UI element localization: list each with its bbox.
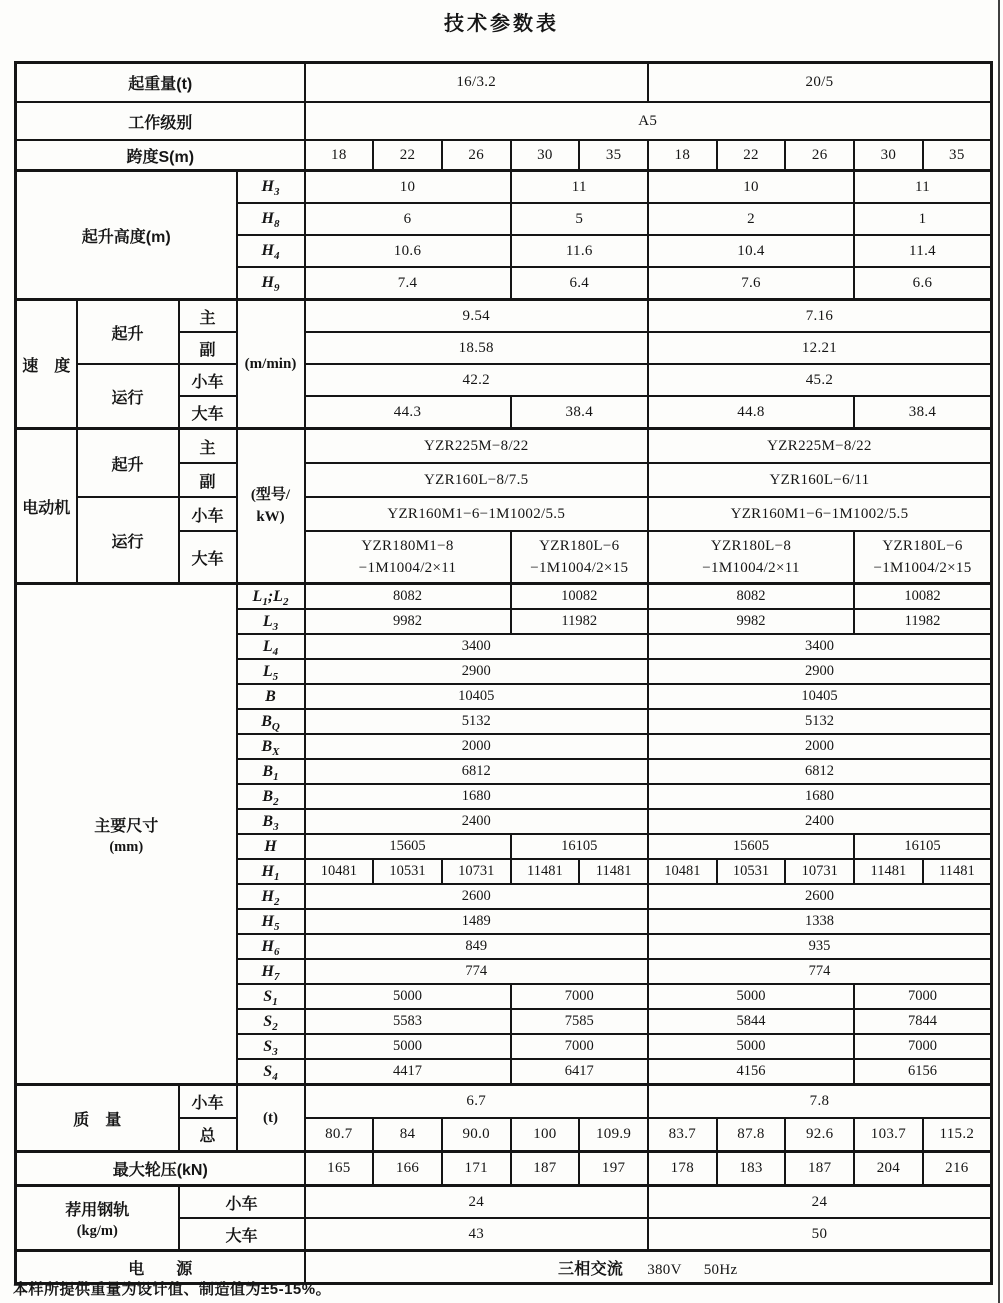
mass-value: 84 bbox=[373, 1118, 442, 1152]
lifting-height-value: 1 bbox=[854, 203, 991, 235]
motor-aux-label: 副 bbox=[179, 463, 237, 497]
wheel-load-value: 171 bbox=[442, 1152, 511, 1186]
dimensions-label bbox=[16, 584, 237, 1085]
power-frequency: 50Hz bbox=[703, 1261, 738, 1278]
mass-trolley-label: 小车 bbox=[179, 1085, 237, 1119]
spec-table bbox=[14, 61, 993, 1285]
power-type: 三相交流 bbox=[558, 1260, 624, 1278]
motor-model-line: YZR180M1−8 bbox=[361, 537, 454, 554]
lifting-height-sub-h3: $H_3$ bbox=[237, 171, 305, 204]
power-voltage: 380V bbox=[647, 1261, 682, 1278]
dim-value: 2000 bbox=[648, 734, 991, 759]
dim-sub-h5: $H_5$ bbox=[237, 909, 305, 934]
lifting-height-value: 7.6 bbox=[648, 267, 854, 300]
dim-value: 11481 bbox=[854, 859, 923, 884]
lifting-capacity-value: 20/5 bbox=[648, 63, 991, 103]
speed-value: 7.16 bbox=[648, 300, 991, 333]
wheel-load-value: 204 bbox=[854, 1152, 923, 1186]
speed-value: 18.58 bbox=[305, 332, 648, 364]
mass-value: 92.6 bbox=[785, 1118, 854, 1152]
dim-value: 7585 bbox=[511, 1009, 648, 1034]
lifting-height-value: 7.4 bbox=[305, 267, 511, 300]
wheel-load-label: 最大轮压(kN) bbox=[16, 1152, 305, 1186]
dim-value: 2600 bbox=[305, 884, 648, 909]
dim-value: 10731 bbox=[442, 859, 511, 884]
speed-value: 38.4 bbox=[511, 396, 648, 429]
dim-sub-l4: $L_4$ bbox=[237, 634, 305, 659]
power-value bbox=[305, 1251, 992, 1284]
span-value: 22 bbox=[717, 140, 786, 171]
dim-value: 4156 bbox=[648, 1059, 854, 1085]
dim-sub-h1: $H_1$ bbox=[237, 859, 305, 884]
dim-sub-s3: $S_3$ bbox=[237, 1034, 305, 1059]
dim-value: 5583 bbox=[305, 1009, 511, 1034]
dim-value: 1489 bbox=[305, 909, 648, 934]
dim-value: 15605 bbox=[305, 834, 511, 859]
lifting-height-sub-h9: $H_9$ bbox=[237, 267, 305, 300]
dim-value: 7000 bbox=[511, 1034, 648, 1059]
rail-unit: (kg/m) bbox=[76, 1222, 118, 1239]
motor-crane-label: 大车 bbox=[179, 531, 237, 584]
rail-value: 24 bbox=[305, 1186, 648, 1219]
dim-sub-s4: $S_4$ bbox=[237, 1059, 305, 1085]
dim-value: 11481 bbox=[511, 859, 580, 884]
motor-hoist-label: 起升 bbox=[77, 429, 179, 498]
dim-sub-l5: $L_5$ bbox=[237, 659, 305, 684]
span-value: 30 bbox=[511, 140, 580, 171]
dim-value: 2600 bbox=[648, 884, 991, 909]
dim-value: 5000 bbox=[648, 984, 854, 1009]
dim-value: 2400 bbox=[648, 809, 991, 834]
dim-value: 1680 bbox=[305, 784, 648, 809]
lifting-height-value: 11 bbox=[511, 171, 648, 204]
lifting-height-value: 5 bbox=[511, 203, 648, 235]
dim-value: 11982 bbox=[854, 609, 991, 634]
motor-unit bbox=[237, 429, 305, 584]
mass-value: 80.7 bbox=[305, 1118, 374, 1152]
motor-main-label: 主 bbox=[179, 429, 237, 464]
motor-model-line: −1M1004/2×11 bbox=[358, 560, 457, 576]
dim-value: 5000 bbox=[305, 984, 511, 1009]
dim-value: 774 bbox=[305, 959, 648, 984]
dim-value: 2400 bbox=[305, 809, 648, 834]
speed-value: 44.3 bbox=[305, 396, 511, 429]
speed-value: 9.54 bbox=[305, 300, 648, 333]
mass-value: 100 bbox=[511, 1118, 580, 1152]
dim-value: 5132 bbox=[305, 709, 648, 734]
wheel-load-value: 178 bbox=[648, 1152, 717, 1186]
scan-edge-line bbox=[998, 0, 1000, 1303]
speed-value: 38.4 bbox=[854, 396, 991, 429]
dim-value: 11982 bbox=[511, 609, 648, 634]
dim-value: 6417 bbox=[511, 1059, 648, 1085]
dim-value: 7000 bbox=[854, 1034, 991, 1059]
span-value: 35 bbox=[579, 140, 648, 171]
span-value: 30 bbox=[854, 140, 923, 171]
dim-value: 2000 bbox=[305, 734, 648, 759]
dim-value: 16105 bbox=[854, 834, 991, 859]
dim-value: 15605 bbox=[648, 834, 854, 859]
dim-value: 2900 bbox=[305, 659, 648, 684]
dim-sub-l1l2: $L_1;L_2$ bbox=[237, 584, 305, 610]
speed-value: 42.2 bbox=[305, 364, 648, 396]
dim-value: 10082 bbox=[854, 584, 991, 610]
rail-label-line: 荐用钢轨 bbox=[65, 1201, 130, 1219]
lifting-height-value: 2 bbox=[648, 203, 854, 235]
lifting-height-value: 11 bbox=[854, 171, 991, 204]
dim-sub-h2: $H_2$ bbox=[237, 884, 305, 909]
span-value: 26 bbox=[785, 140, 854, 171]
dimensions-unit: (mm) bbox=[109, 838, 144, 855]
lifting-height-label: 起升高度(m) bbox=[16, 171, 237, 300]
dim-value: 10481 bbox=[305, 859, 374, 884]
lifting-height-value: 6 bbox=[305, 203, 511, 235]
motor-model: YZR160M1−6−1M1002/5.5 bbox=[648, 497, 991, 531]
span-value: 22 bbox=[373, 140, 442, 171]
dim-sub-b: B bbox=[237, 684, 305, 709]
motor-model: YZR160M1−6−1M1002/5.5 bbox=[305, 497, 648, 531]
dim-value: 6812 bbox=[305, 759, 648, 784]
dim-value: 5844 bbox=[648, 1009, 854, 1034]
dimensions-label-line: 主要尺寸 bbox=[94, 817, 159, 835]
dim-value: 10481 bbox=[648, 859, 717, 884]
dim-value: 5000 bbox=[305, 1034, 511, 1059]
rail-value: 24 bbox=[648, 1186, 991, 1219]
wheel-load-value: 187 bbox=[785, 1152, 854, 1186]
dim-sub-h6: $H_6$ bbox=[237, 934, 305, 959]
rail-value: 50 bbox=[648, 1218, 991, 1251]
lifting-height-value: 10 bbox=[305, 171, 511, 204]
wheel-load-value: 216 bbox=[923, 1152, 992, 1186]
lifting-height-value: 10.6 bbox=[305, 235, 511, 267]
motor-model: YZR160L−8/7.5 bbox=[305, 463, 648, 497]
dim-value: 9982 bbox=[305, 609, 511, 634]
speed-label: 速 度 bbox=[16, 300, 77, 429]
dim-value: 8082 bbox=[648, 584, 854, 610]
lifting-height-value: 11.6 bbox=[511, 235, 648, 267]
dim-sub-b3: $B_3$ bbox=[237, 809, 305, 834]
dim-sub-h7: $H_7$ bbox=[237, 959, 305, 984]
motor-model-line: −1M1004/2×15 bbox=[530, 560, 629, 576]
motor-model bbox=[305, 531, 511, 584]
dim-value: 6156 bbox=[854, 1059, 991, 1085]
dim-sub-s1: $S_1$ bbox=[237, 984, 305, 1009]
motor-model bbox=[648, 531, 854, 584]
speed-aux-label: 副 bbox=[179, 332, 237, 364]
speed-travel-label: 运行 bbox=[77, 364, 179, 429]
speed-unit: (m/min) bbox=[237, 300, 305, 429]
dim-value: 7000 bbox=[854, 984, 991, 1009]
motor-model: YZR160L−6/11 bbox=[648, 463, 991, 497]
motor-model bbox=[854, 531, 991, 584]
dim-value: 5000 bbox=[648, 1034, 854, 1059]
motor-label: 电动机 bbox=[16, 429, 77, 584]
dim-sub-bq: $B_Q$ bbox=[237, 709, 305, 734]
motor-model-line: YZR180L−8 bbox=[710, 537, 792, 554]
dim-value: 849 bbox=[305, 934, 648, 959]
speed-value: 45.2 bbox=[648, 364, 991, 396]
motor-unit-line: kW) bbox=[256, 509, 285, 525]
span-label: 跨度S(m) bbox=[16, 140, 305, 171]
lifting-capacity-label: 起重量(t) bbox=[16, 63, 305, 103]
span-value: 35 bbox=[923, 140, 992, 171]
mass-value: 115.2 bbox=[923, 1118, 992, 1152]
speed-trolley-label: 小车 bbox=[179, 364, 237, 396]
work-class-value: A5 bbox=[305, 102, 992, 140]
rail-trolley-label: 小车 bbox=[179, 1186, 305, 1219]
lifting-height-value: 10.4 bbox=[648, 235, 854, 267]
span-value: 18 bbox=[648, 140, 717, 171]
dim-value: 4417 bbox=[305, 1059, 511, 1085]
mass-value: 7.8 bbox=[648, 1085, 991, 1119]
dim-sub-b2: $B_2$ bbox=[237, 784, 305, 809]
wheel-load-value: 187 bbox=[511, 1152, 580, 1186]
lifting-height-value: 10 bbox=[648, 171, 854, 204]
motor-model bbox=[511, 531, 648, 584]
motor-model-line: −1M1004/2×15 bbox=[873, 560, 972, 576]
dim-value: 3400 bbox=[648, 634, 991, 659]
dim-value: 11481 bbox=[579, 859, 648, 884]
lifting-height-value: 6.6 bbox=[854, 267, 991, 300]
dim-value: 10405 bbox=[648, 684, 991, 709]
dim-value: 774 bbox=[648, 959, 991, 984]
span-value: 26 bbox=[442, 140, 511, 171]
lifting-height-value: 11.4 bbox=[854, 235, 991, 267]
dim-value: 10405 bbox=[305, 684, 648, 709]
dim-value: 7000 bbox=[511, 984, 648, 1009]
speed-crane-label: 大车 bbox=[179, 396, 237, 429]
dim-value: 1680 bbox=[648, 784, 991, 809]
wheel-load-value: 183 bbox=[717, 1152, 786, 1186]
mass-label: 质 量 bbox=[16, 1085, 179, 1152]
speed-hoist-label: 起升 bbox=[77, 300, 179, 365]
page-title: 技术参数表 bbox=[444, 13, 559, 35]
dim-sub-b1: $B_1$ bbox=[237, 759, 305, 784]
dim-value: 16105 bbox=[511, 834, 648, 859]
wheel-load-value: 165 bbox=[305, 1152, 374, 1186]
motor-trolley-label: 小车 bbox=[179, 497, 237, 531]
span-value: 18 bbox=[305, 140, 374, 171]
speed-value: 12.21 bbox=[648, 332, 991, 364]
wheel-load-value: 166 bbox=[373, 1152, 442, 1186]
work-class-label: 工作级别 bbox=[16, 102, 305, 140]
mass-unit: (t) bbox=[237, 1085, 305, 1152]
motor-model-line: YZR180L−6 bbox=[539, 537, 620, 554]
motor-model-line: −1M1004/2×11 bbox=[702, 560, 800, 576]
motor-model: YZR225M−8/22 bbox=[305, 429, 648, 464]
motor-travel-label: 运行 bbox=[77, 497, 179, 584]
lifting-height-sub-h8: $H_8$ bbox=[237, 203, 305, 235]
speed-value: 44.8 bbox=[648, 396, 854, 429]
mass-total-label: 总 bbox=[179, 1118, 237, 1152]
rail-crane-label: 大车 bbox=[179, 1218, 305, 1251]
mass-value: 109.9 bbox=[579, 1118, 648, 1152]
mass-value: 6.7 bbox=[305, 1085, 648, 1119]
footnote: 本样所提供重量为设计值、制造值为±5-15%。 bbox=[13, 1281, 332, 1298]
dim-value: 9982 bbox=[648, 609, 854, 634]
dim-value: 10731 bbox=[785, 859, 854, 884]
mass-value: 103.7 bbox=[854, 1118, 923, 1152]
mass-value: 90.0 bbox=[442, 1118, 511, 1152]
dim-value: 2900 bbox=[648, 659, 991, 684]
rail-label bbox=[16, 1186, 179, 1251]
dim-sub-bx: $B_X$ bbox=[237, 734, 305, 759]
lifting-height-sub-h4: $H_4$ bbox=[237, 235, 305, 267]
dim-value: 11481 bbox=[923, 859, 992, 884]
wheel-load-value: 197 bbox=[579, 1152, 648, 1186]
dim-value: 10531 bbox=[373, 859, 442, 884]
motor-model-line: YZR180L−6 bbox=[882, 537, 963, 554]
dim-value: 7844 bbox=[854, 1009, 991, 1034]
dim-value: 8082 bbox=[305, 584, 511, 610]
rail-value: 43 bbox=[305, 1218, 648, 1251]
lifting-height-value: 6.4 bbox=[511, 267, 648, 300]
dim-value: 3400 bbox=[305, 634, 648, 659]
motor-unit-line: (型号/ bbox=[250, 486, 291, 503]
mass-value: 87.8 bbox=[717, 1118, 786, 1152]
power-label: 电 源 bbox=[16, 1251, 305, 1284]
dim-value: 10531 bbox=[717, 859, 786, 884]
dim-sub-h: H bbox=[237, 834, 305, 859]
dim-sub-l3: $L_3$ bbox=[237, 609, 305, 634]
dim-sub-s2: $S_2$ bbox=[237, 1009, 305, 1034]
dim-value: 935 bbox=[648, 934, 991, 959]
motor-model: YZR225M−8/22 bbox=[648, 429, 991, 464]
dim-value: 10082 bbox=[511, 584, 648, 610]
dim-value: 6812 bbox=[648, 759, 991, 784]
mass-value: 83.7 bbox=[648, 1118, 717, 1152]
dim-value: 1338 bbox=[648, 909, 991, 934]
speed-main-label: 主 bbox=[179, 300, 237, 333]
dim-value: 5132 bbox=[648, 709, 991, 734]
lifting-capacity-value: 16/3.2 bbox=[305, 63, 648, 103]
